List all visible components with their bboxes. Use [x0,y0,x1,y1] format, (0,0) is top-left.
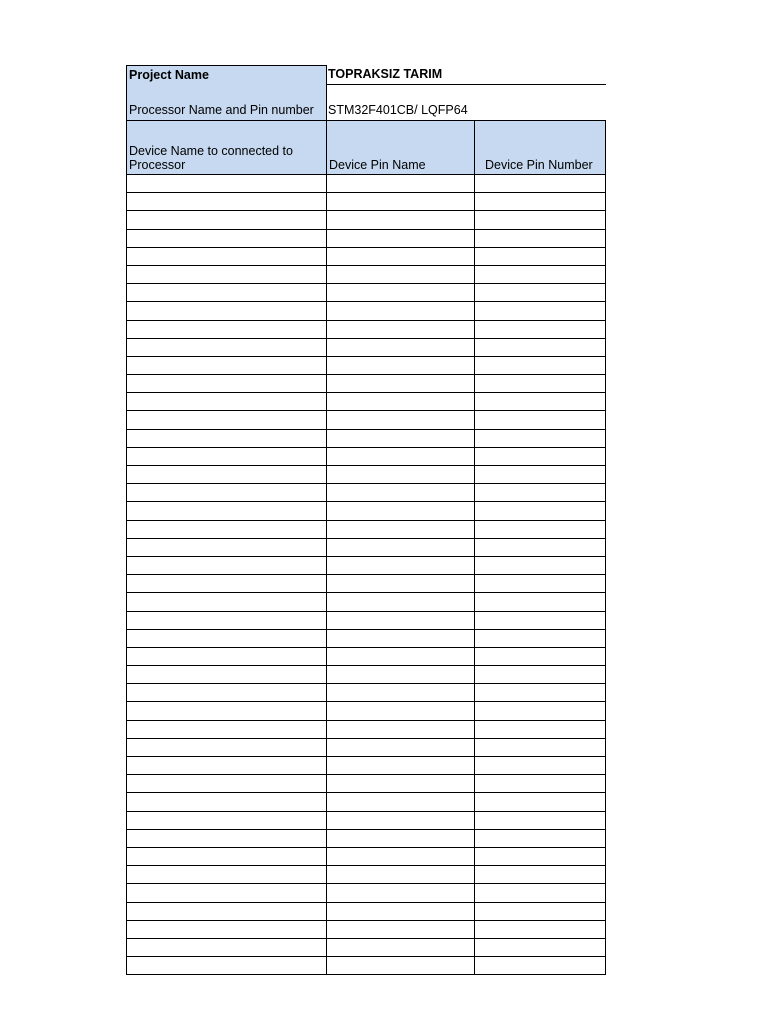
device-name-cell[interactable] [126,938,327,957]
device-pin-number-cell[interactable] [474,792,606,811]
device-name-cell[interactable] [126,501,327,520]
device-pin-number-cell[interactable] [474,483,606,502]
device-name-cell[interactable] [126,920,327,939]
device-pin-number-cell[interactable] [474,611,606,630]
table-row [126,210,606,228]
device-name-cell[interactable] [126,956,327,975]
device-name-cell[interactable] [126,483,327,502]
table-row [126,720,606,738]
table-row [126,265,606,283]
device-pin-name-cell[interactable] [326,338,475,357]
table-row [126,956,606,974]
device-name-cell[interactable] [126,792,327,811]
device-name-cell[interactable] [126,738,327,757]
device-name-cell[interactable] [126,247,327,266]
device-name-cell[interactable] [126,338,327,357]
device-pin-number-cell[interactable] [474,320,606,339]
processor-row [126,84,606,120]
table-row [126,320,606,338]
device-pin-number-cell[interactable] [474,501,606,520]
column-header-device-name: Device Name to connected to Processor [126,120,327,175]
device-pin-name-cell[interactable] [326,629,475,648]
device-pin-number-cell[interactable] [474,920,606,939]
device-pin-number-cell[interactable] [474,429,606,448]
device-pin-name-cell[interactable] [326,938,475,957]
device-name-cell[interactable] [126,356,327,375]
table-row [126,665,606,683]
column-header-device-pin-name: Device Pin Name [326,120,475,175]
device-pin-number-cell[interactable] [474,811,606,830]
project-name-row [126,65,606,84]
device-pin-name-cell[interactable] [326,320,475,339]
device-pin-number-cell[interactable] [474,683,606,702]
device-pin-number-cell[interactable] [474,465,606,484]
device-pin-number-cell[interactable] [474,338,606,357]
device-pin-number-cell[interactable] [474,902,606,921]
device-pin-number-cell[interactable] [474,356,606,375]
table-row [126,701,606,719]
device-name-cell[interactable] [126,447,327,466]
device-pin-name-cell[interactable] [326,356,475,375]
device-name-cell[interactable] [126,629,327,648]
device-pin-number-cell[interactable] [474,647,606,666]
device-pin-name-cell[interactable] [326,283,475,302]
device-name-cell[interactable] [126,574,327,593]
table-row [126,538,606,556]
device-name-cell[interactable] [126,683,327,702]
device-name-cell[interactable] [126,701,327,720]
table-row [126,756,606,774]
device-pin-name-cell[interactable] [326,883,475,902]
device-pin-number-cell[interactable] [474,520,606,539]
device-pin-number-cell[interactable] [474,192,606,211]
table-row [126,883,606,901]
table-row [126,938,606,956]
table-row [126,192,606,210]
table-row [126,629,606,647]
device-pin-name-cell[interactable] [326,301,475,320]
device-pin-number-cell[interactable] [474,883,606,902]
table-row [126,902,606,920]
device-pin-name-cell[interactable] [326,647,475,666]
table-row [126,774,606,792]
device-pin-number-cell[interactable] [474,756,606,775]
table-row [126,811,606,829]
device-pin-name-cell[interactable] [326,229,475,248]
device-pin-name-cell[interactable] [326,811,475,830]
table-row [126,229,606,247]
device-name-cell[interactable] [126,410,327,429]
device-name-cell[interactable] [126,592,327,611]
device-pin-name-cell[interactable] [326,829,475,848]
device-name-cell[interactable] [126,374,327,393]
device-pin-name-cell[interactable] [326,574,475,593]
device-name-cell[interactable] [126,647,327,666]
table-row [126,501,606,519]
device-pin-name-cell[interactable] [326,683,475,702]
device-pin-number-cell[interactable] [474,210,606,229]
project-name-value[interactable]: TOPRAKSIZ TARIM [327,65,606,85]
device-pin-name-cell[interactable] [326,920,475,939]
device-pin-name-cell[interactable] [326,847,475,866]
device-name-cell[interactable] [126,392,327,411]
device-pin-number-cell[interactable] [474,392,606,411]
table-row [126,520,606,538]
pin-assignment-sheet [126,65,606,974]
column-header-device-pin-number: Device Pin Number [474,120,606,175]
device-pin-number-cell[interactable] [474,829,606,848]
device-pin-name-cell[interactable] [326,210,475,229]
device-pin-name-cell[interactable] [326,465,475,484]
device-pin-number-cell[interactable] [474,720,606,739]
device-pin-name-cell[interactable] [326,374,475,393]
table-row [126,847,606,865]
device-pin-name-cell[interactable] [326,701,475,720]
device-pin-name-cell[interactable] [326,392,475,411]
pin-table-body [126,174,606,974]
table-header [126,120,606,174]
table-row [126,738,606,756]
device-pin-number-cell[interactable] [474,774,606,793]
device-name-cell[interactable] [126,520,327,539]
device-pin-name-cell[interactable] [326,792,475,811]
device-pin-name-cell[interactable] [326,865,475,884]
table-row [126,465,606,483]
device-name-cell[interactable] [126,847,327,866]
device-name-cell[interactable] [126,538,327,557]
processor-value[interactable]: STM32F401CB/ LQFP64 [328,103,468,117]
device-pin-number-cell[interactable] [474,283,606,302]
device-name-cell[interactable] [126,229,327,248]
device-name-cell[interactable] [126,210,327,229]
device-pin-number-cell[interactable] [474,574,606,593]
device-pin-name-cell[interactable] [326,902,475,921]
table-row [126,247,606,265]
device-pin-name-cell[interactable] [326,174,475,193]
device-pin-number-cell[interactable] [474,956,606,975]
device-pin-number-cell[interactable] [474,538,606,557]
table-row [126,338,606,356]
device-pin-name-cell[interactable] [326,956,475,975]
table-row [126,920,606,938]
device-pin-number-cell[interactable] [474,629,606,648]
device-name-cell[interactable] [126,320,327,339]
device-pin-number-cell[interactable] [474,938,606,957]
table-row [126,392,606,410]
table-row [126,611,606,629]
device-pin-name-cell[interactable] [326,756,475,775]
table-row [126,792,606,810]
device-pin-number-cell[interactable] [474,592,606,611]
device-pin-number-cell[interactable] [474,738,606,757]
device-pin-number-cell[interactable] [474,665,606,684]
device-pin-name-cell[interactable] [326,447,475,466]
table-row [126,556,606,574]
device-pin-name-cell[interactable] [326,501,475,520]
device-name-cell[interactable] [126,429,327,448]
device-pin-name-cell[interactable] [326,592,475,611]
device-pin-number-cell[interactable] [474,265,606,284]
device-name-cell[interactable] [126,811,327,830]
project-name-label: Project Name [126,65,327,85]
table-row [126,647,606,665]
device-pin-name-cell[interactable] [326,483,475,502]
device-pin-number-cell[interactable] [474,247,606,266]
device-pin-name-cell[interactable] [326,520,475,539]
device-pin-number-cell[interactable] [474,410,606,429]
device-pin-name-cell[interactable] [326,429,475,448]
device-name-cell[interactable] [126,301,327,320]
device-pin-name-cell[interactable] [326,774,475,793]
device-name-cell[interactable] [126,720,327,739]
device-pin-name-cell[interactable] [326,410,475,429]
device-pin-name-cell[interactable] [326,265,475,284]
device-pin-number-cell[interactable] [474,865,606,884]
device-name-cell[interactable] [126,192,327,211]
table-row [126,356,606,374]
device-name-cell[interactable] [126,865,327,884]
table-row [126,447,606,465]
table-row [126,301,606,319]
device-name-cell[interactable] [126,265,327,284]
device-pin-number-cell[interactable] [474,847,606,866]
device-pin-number-cell[interactable] [474,556,606,575]
processor-label: Processor Name and Pin number [126,84,327,121]
device-pin-number-cell[interactable] [474,447,606,466]
table-row [126,483,606,501]
table-row [126,865,606,883]
table-row [126,592,606,610]
device-pin-name-cell[interactable] [326,538,475,557]
device-pin-number-cell[interactable] [474,174,606,193]
table-row [126,829,606,847]
device-name-cell[interactable] [126,829,327,848]
device-pin-name-cell[interactable] [326,611,475,630]
device-pin-name-cell[interactable] [326,738,475,757]
table-row [126,574,606,592]
device-name-cell[interactable] [126,756,327,775]
device-name-cell[interactable] [126,611,327,630]
device-name-cell[interactable] [126,174,327,193]
table-row [126,410,606,428]
device-name-cell[interactable] [126,883,327,902]
device-pin-name-cell[interactable] [326,556,475,575]
device-pin-name-cell[interactable] [326,720,475,739]
table-row [126,374,606,392]
device-name-cell[interactable] [126,774,327,793]
device-pin-number-cell[interactable] [474,229,606,248]
device-pin-name-cell[interactable] [326,247,475,266]
device-name-cell[interactable] [126,556,327,575]
table-row [126,683,606,701]
table-row [126,174,606,192]
device-pin-number-cell[interactable] [474,701,606,720]
device-pin-number-cell[interactable] [474,374,606,393]
device-pin-name-cell[interactable] [326,665,475,684]
table-row [126,283,606,301]
device-pin-name-cell[interactable] [326,192,475,211]
device-name-cell[interactable] [126,283,327,302]
device-name-cell[interactable] [126,902,327,921]
device-pin-number-cell[interactable] [474,301,606,320]
device-name-cell[interactable] [126,665,327,684]
table-row [126,429,606,447]
device-name-cell[interactable] [126,465,327,484]
